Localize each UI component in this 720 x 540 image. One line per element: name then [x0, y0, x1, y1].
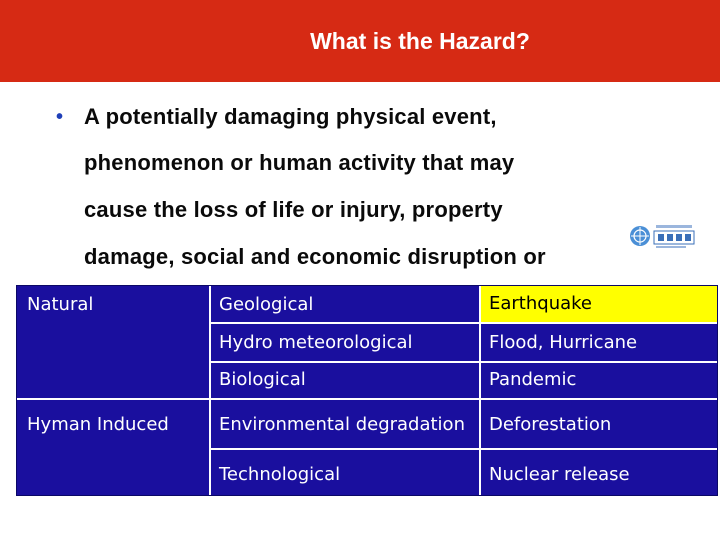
table-cell-type: Environmental degradation	[219, 414, 465, 435]
table-cell-type: Geological	[219, 294, 314, 315]
bullet-line-3: cause the loss of life or injury, property	[84, 197, 503, 222]
row-divider	[211, 361, 717, 363]
hazard-table	[16, 285, 718, 496]
bullet-marker: •	[56, 106, 64, 128]
table-cell-example: Deforestation	[489, 414, 612, 435]
table-cell-category: Hyman Induced	[27, 414, 169, 435]
table-cell-type: Biological	[219, 369, 306, 390]
bullet-line-1: A potentially damaging physical event,	[84, 104, 497, 129]
table-cell-example: Nuclear release	[489, 464, 630, 485]
table-cell-category: Natural	[27, 294, 94, 315]
bullet-line-4: damage, social and economic disruption or	[84, 244, 546, 269]
row-divider	[211, 322, 717, 324]
row-divider	[17, 398, 717, 400]
row-divider	[211, 448, 717, 450]
un-isdr-logo	[628, 222, 698, 252]
table-cell-example: Pandemic	[489, 369, 577, 390]
column-divider	[209, 286, 211, 495]
table-cell-example-highlighted: Earthquake	[481, 286, 717, 322]
bullet-line-2: phenomenon or human activity that may	[84, 150, 515, 175]
slide-title: What is the Hazard?	[310, 28, 530, 54]
table-cell-example: Flood, Hurricane	[489, 332, 638, 353]
table-cell-type: Technological	[219, 464, 341, 485]
table-cell-type: Hydro meteorological	[219, 332, 413, 353]
